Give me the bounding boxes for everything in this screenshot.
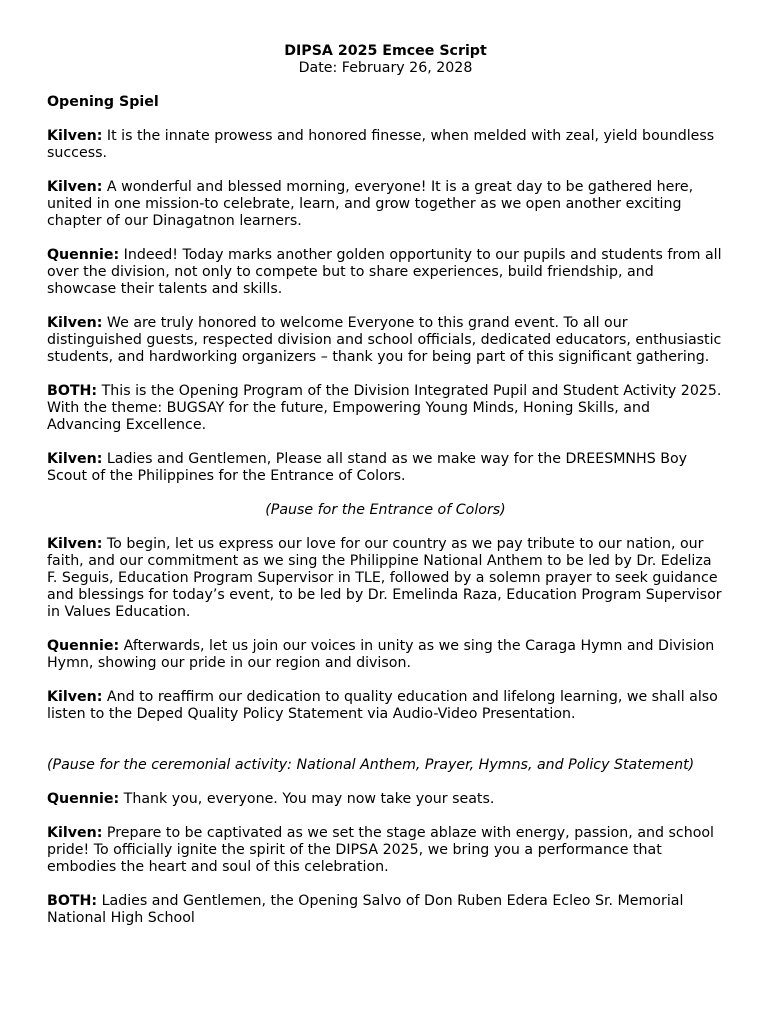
- stage-direction: (Pause for the ceremonial activity: National Anthem, Prayer, Hymns, and Policy Statement): [47, 757, 695, 773]
- script-line: [47, 247, 724, 298]
- line-text: Ladies and Gentlemen, the Opening Salvo of Don Ruben Edera Ecleo Sr. Memorial National High School: [47, 893, 684, 926]
- line-text: To begin, let us express our love for our country as we pay tribute to our nation, our faith, and our commitment as we sing the Philippine National Anthem to be led by Dr. Edeliza F. Seguis, Education Program Supervisor in TLE, followed by a solemn prayer to seek guidance and blessings for today’s event, to be led by Dr. Emelinda Raza, Education Program Supervisor in Values Education.: [47, 536, 722, 620]
- speaker-label: Kilven:: [47, 825, 103, 841]
- script-line: [47, 825, 724, 876]
- speaker-label: Quennie:: [47, 638, 120, 654]
- speaker-label: Quennie:: [47, 247, 120, 263]
- speaker-label: Kilven:: [47, 128, 103, 144]
- blank-line: [47, 740, 724, 757]
- line-text: Thank you, everyone. You may now take your seats.: [119, 791, 495, 807]
- line-text: It is the innate prowess and honored finesse, when melded with zeal, yield boundless success.: [47, 128, 715, 161]
- script-line: [47, 536, 724, 621]
- speaker-label: BOTH:: [47, 893, 98, 909]
- line-text: Ladies and Gentlemen, Please all stand as we make way for the DREESMNHS Boy Scout of the Philippines for the Entrance of Colors.: [47, 451, 688, 484]
- script-line: [47, 315, 724, 366]
- line-text: Prepare to be captivated as we set the stage ablaze with energy, passion, and school pride! To officially ignite the spirit of the DIPSA 2025, we bring you a performance that embodies the heart and soul of this celebration.: [47, 825, 715, 875]
- script-line: [47, 383, 724, 434]
- script-line: [47, 893, 724, 927]
- script-line: [47, 689, 724, 723]
- speaker-label: Quennie:: [47, 791, 120, 807]
- script-line: [47, 179, 724, 230]
- speaker-label: Kilven:: [47, 315, 103, 331]
- line-text: Afterwards, let us join our voices in unity as we sing the Caraga Hymn and Division Hymn, showing our pride in our region and divison.: [47, 638, 715, 671]
- line-text: We are truly honored to welcome Everyone to this grand event. To all our distinguished guests, respected division and school officials, dedicated educators, enthusiastic students, and hardworking organizers – thank you for being part of this significant gathering.: [47, 315, 722, 365]
- speaker-label: Kilven:: [47, 179, 103, 195]
- line-text: A wonderful and blessed morning, everyone! It is a great day to be gathered here, united in one mission-to celebrate, learn, and grow together as we open another exciting chapter of our Dinagatnon learners.: [47, 179, 694, 229]
- document-date: Date: February 26, 2028: [298, 60, 473, 76]
- script-line: [47, 791, 724, 808]
- script-line: [47, 451, 724, 485]
- line-text: This is the Opening Program of the Division Integrated Pupil and Student Activity 2025. With the theme: BUGSAY for the future, Empowering Young Minds, Honing Skills, and Advancing Excellence.: [47, 383, 722, 433]
- speaker-label: Kilven:: [47, 689, 103, 705]
- speaker-label: BOTH:: [47, 383, 98, 399]
- line-text: And to reaffirm our dedication to quality education and lifelong learning, we shall also listen to the Deped Quality Policy Statement via Audio-Video Presentation.: [47, 689, 718, 722]
- document-title: DIPSA 2025 Emcee Script: [284, 43, 487, 59]
- section-heading: Opening Spiel: [47, 94, 159, 110]
- script-line: [47, 128, 724, 162]
- stage-direction: (Pause for the Entrance of Colors): [265, 502, 506, 518]
- speaker-label: Kilven:: [47, 451, 103, 467]
- speaker-label: Kilven:: [47, 536, 103, 552]
- script-line: [47, 638, 724, 672]
- line-text: Indeed! Today marks another golden opportunity to our pupils and students from all over the division, not only to compete but to share experiences, build friendship, and showcase their talents and skills.: [47, 247, 722, 297]
